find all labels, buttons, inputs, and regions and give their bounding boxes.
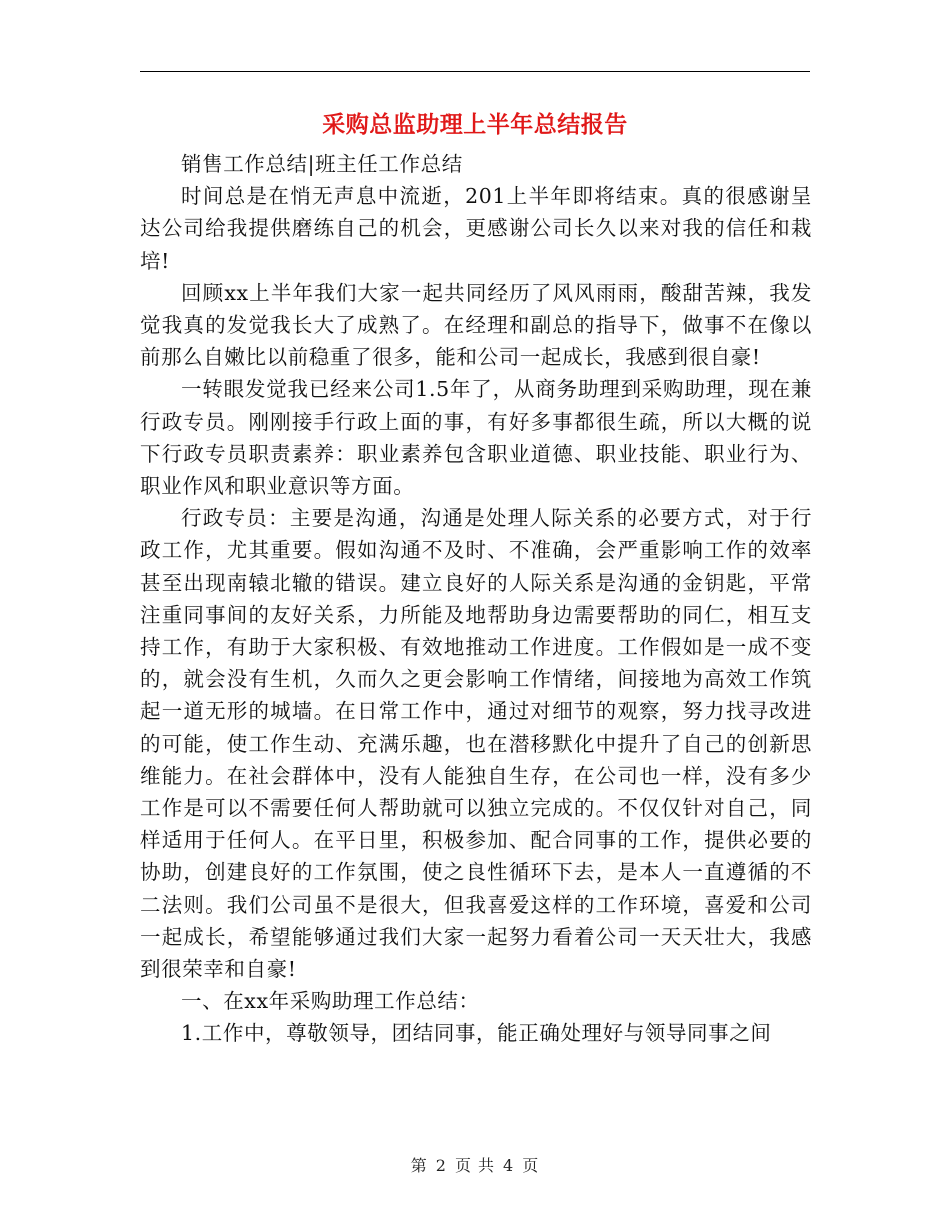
- paragraph-admin-duties: 行政专员：主要是沟通，沟通是处理人际关系的必要方式，对于行政工作，尤其重要。假如沟通不及时、不准确，会严重影响工作的效率甚至出现南辕北辙的错误。建立良好的人际关系是沟通的金钥匙，平常注重同事间的友好关系，力所能及地帮助身边需要帮助的同仁，相互支持工作，有助于大家积极、有效地推动工作进度。工作假如是一成不变的，就会没有生机，久而久之更会影响工作情绪，间接地为高效工作筑起一道无形的城墙。在日常工作中，通过对细节的观察，努力找寻改进的可能，使工作生动、充满乐趣，也在潜移默化中提升了自己的创新思维能力。在社会群体中，没有人能独自生存，在公司也一样，没有多少工作是可以不需要任何人帮助就可以独立完成的。不仅仅针对自己，同样适用于任何人。在平日里，积极参加、配合同事的工作，提供必要的协助，创建良好的工作氛围，使之良性循环下去，是本人一直遵循的不二法则。我们公司虽不是很大，但我喜爱这样的工作环境，喜爱和公司一起成长，希望能够通过我们大家一起努力看着公司一天天壮大，我感到很荣幸和自豪!: [140, 506, 812, 982]
- footer-prefix: 第: [410, 1156, 428, 1175]
- section-heading: 一、在xx年采购助理工作总结：: [181, 989, 480, 1014]
- paragraph-role: 一转眼发觉我已经来公司1.5年了，从商务助理到采购助理，现在兼行政专员。刚刚接手行政上面的事，有好多事都很生疏，所以大概的说下行政专员职责素养：职业素养包含职业道德、职业技能、职业行为、职业作风和职业意识等方面。: [140, 377, 812, 499]
- paragraph-item-1: 1.工作中，尊敬领导，团结同事，能正确处理好与领导同事之间: [181, 1021, 772, 1046]
- header-rule: [140, 71, 810, 72]
- footer-middle: 页 共: [454, 1156, 496, 1175]
- paragraph-review: 回顾xx上半年我们大家一起共同经历了风风雨雨，酸甜苦辣，我发觉我真的发觉我长大了成熟了。在经理和副总的指导下，做事不在像以前那么自嫩比以前稳重了很多，能和公司一起成长，我感到很自豪!: [140, 280, 812, 370]
- document-title: 采购总监助理上半年总结报告: [322, 112, 628, 138]
- paragraph-categories: 销售工作总结|班主任工作总结: [181, 152, 463, 176]
- footer-suffix: 页: [522, 1156, 540, 1175]
- footer-total-pages: 4: [503, 1156, 515, 1175]
- paragraph-intro: 时间总是在悄无声息中流逝，201上半年即将结束。真的很感谢呈达公司给我提供磨练自己的机会，更感谢公司长久以来对我的信任和栽培!: [140, 184, 812, 273]
- footer-page-number: 2: [435, 1156, 447, 1175]
- document-body: [140, 148, 812, 1050]
- page-footer: [0, 1153, 950, 1176]
